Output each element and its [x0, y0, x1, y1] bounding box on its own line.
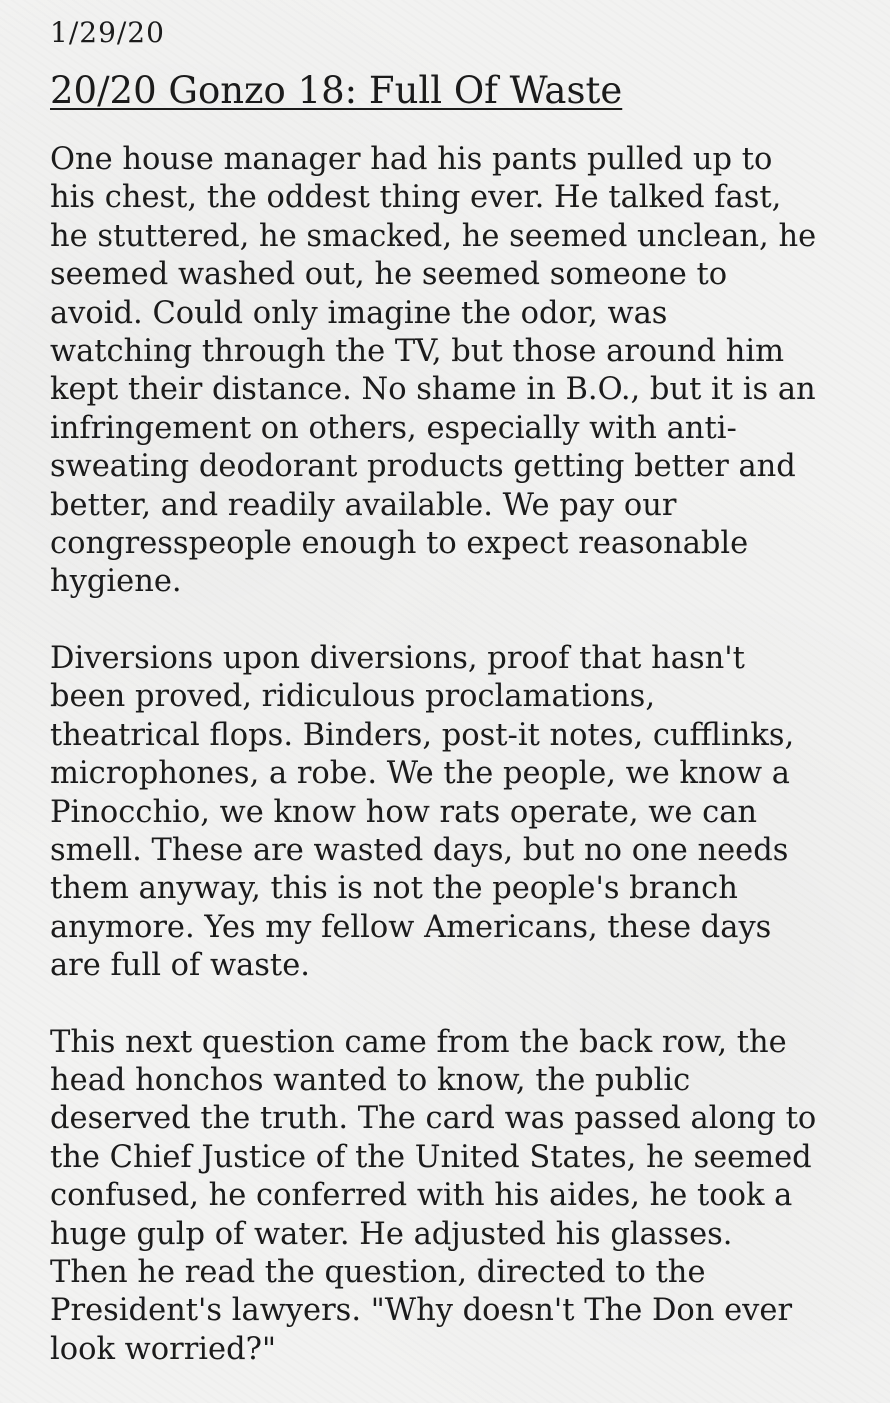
- text-line: microphones, a robe. We the people, we know a: [50, 756, 790, 792]
- text-line: watching through the TV, but those around him: [50, 334, 785, 370]
- text-line: hygiene.: [50, 564, 182, 600]
- text-line: huge gulp of water. He adjusted his glasses.: [50, 1216, 733, 1252]
- text-line: anymore. Yes my fellow Americans, these days: [50, 909, 772, 945]
- paragraph-2: [50, 640, 870, 986]
- document-date: 1/29/20: [50, 16, 165, 49]
- text-line: theatrical flops. Binders, post-it notes, cufflinks,: [50, 717, 795, 753]
- text-line: better, and readily available. We pay our: [50, 487, 677, 523]
- text-line: infringement on others, especially with anti-: [50, 410, 737, 446]
- text-line: One house manager had his pants pulled up to: [50, 142, 773, 177]
- text-line: his chest, the oddest thing ever. He talked fast,: [50, 180, 782, 216]
- text-line: sweating deodorant products getting better and: [50, 449, 796, 485]
- text-line: This next question came from the back row, the: [50, 1024, 787, 1060]
- text-line: President's lawyers. "Why doesn't The Don ever: [50, 1293, 793, 1329]
- paragraph-3: [50, 1024, 870, 1370]
- text-line: kept their distance. No shame in B.O., but it is an: [50, 372, 816, 408]
- text-line: avoid. Could only imagine the odor, was: [50, 295, 668, 331]
- text-line: congresspeople enough to expect reasonable: [50, 526, 749, 562]
- text-line: head honchos wanted to know, the public: [50, 1062, 691, 1098]
- text-line: Pinocchio, we know how rats operate, we can: [50, 794, 758, 830]
- text-line: deserved the truth. The card was passed along to: [50, 1101, 817, 1137]
- document-page: [50, 14, 870, 1369]
- text-line: seemed washed out, he seemed someone to: [50, 257, 728, 293]
- text-line: the Chief Justice of the United States, he seemed: [50, 1139, 812, 1175]
- text-line: he stuttered, he smacked, he seemed unclean, he: [50, 218, 817, 254]
- text-line: Then he read the question, directed to the: [50, 1254, 706, 1290]
- text-line: look worried?": [50, 1331, 276, 1367]
- text-line: smell. These are wasted days, but no one needs: [50, 832, 789, 868]
- document-body: [50, 141, 870, 1369]
- document-title: 20/20 Gonzo 18: Full Of Waste: [50, 69, 623, 112]
- paragraph-1: [50, 141, 870, 602]
- text-line: been proved, ridiculous proclamations,: [50, 679, 656, 715]
- text-line: Diversions upon diversions, proof that hasn't: [50, 640, 745, 676]
- text-line: confused, he conferred with his aides, he took a: [50, 1178, 793, 1214]
- text-line: them anyway, this is not the people's branch: [50, 871, 738, 907]
- text-line: are full of waste.: [50, 948, 310, 984]
